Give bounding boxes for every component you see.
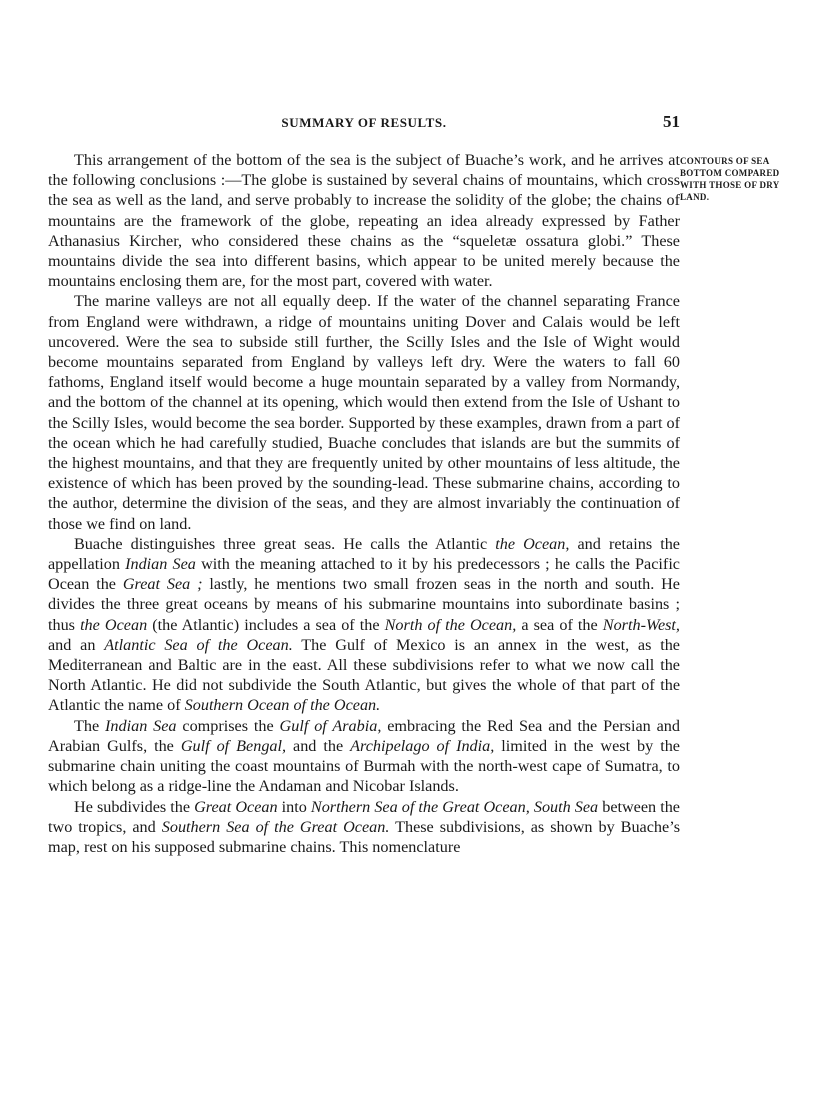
text-run: comprises the [176, 716, 280, 735]
page-number: 51 [663, 112, 680, 131]
paragraph [48, 291, 680, 533]
text-run: The [74, 716, 106, 735]
italic-text: the Ocean [80, 615, 148, 634]
text-run: This arrangement of the bottom of the sea is the subject of Buache’s work, and he arrives at the following conclusions :—The globe is sustained by several chains of mountains, which cross the sea as well as the land, and serve probably to increase the solidity of the globe; the chains of mountains are the framework of the globe, repeating an idea already expressed by Father Athanasius Kircher, who considered these chains as the “squeletæ ossatura globi.” These mountains divide the sea into different basins, which appear to be united merely because the mountains enclosing them are, for the most part, covered with water. [48, 151, 680, 291]
italic-text: Southern Sea of the Great Ocean. [161, 817, 390, 836]
italic-text: Atlantic Sea of the Ocean. [104, 635, 293, 654]
text-run: between the two tropics, and [48, 797, 680, 836]
text-run: and the [286, 736, 351, 755]
paragraph [48, 716, 680, 797]
text-run: Buache distinguishes three great seas. He calls the Atlantic [74, 534, 496, 553]
text-run: The Gulf of Mexico is an annex in the west, as the Mediterranean and Baltic are in the east. All these subdivisions refer to what we now call the North Atlantic. He did not subdivide the South Atlantic, but gives the whole of that part of the Atlantic the name of [48, 635, 680, 715]
margin-sidenote: CONTOURS OF SEA BOTTOM COMPARED WITH THOSE OF DRY LAND. [680, 156, 780, 202]
italic-text: Gulf of Bengal, [180, 736, 287, 755]
text-run: embracing the Red Sea and the Persian and Arabian Gulfs, the [48, 716, 680, 755]
text-run: limited in the west by the submarine chain uniting the coast mountains of Burmah with the north-west cape of Sumatra, to which belong as a ridge-line the Andaman and Nicobar Islands. [48, 736, 680, 796]
italic-text: the Ocean, [495, 534, 570, 553]
italic-text: North-West, [602, 615, 680, 634]
italic-text: Indian Sea [125, 555, 196, 574]
italic-text: North of the Ocean, [384, 615, 517, 634]
page-header [48, 112, 680, 137]
text-run: lastly, he mentions two small frozen seas in the north and south. He divides the three great oceans by means of his submarine mountains into subordinate basins ; thus [48, 575, 680, 634]
text-run: He subdivides the [74, 797, 195, 816]
italic-text: Archipelago of India, [350, 736, 495, 755]
paragraph [48, 150, 680, 291]
text-run: with the meaning attached to it by his predecessors ; he calls the Pacific Ocean the [48, 555, 680, 594]
italic-text: Northern Sea of the Great Ocean, [310, 797, 530, 816]
body-text [48, 150, 680, 857]
text-run: (the Atlantic) includes a sea of the [147, 615, 385, 634]
paragraph [48, 534, 680, 716]
text-run: into [277, 797, 311, 816]
paragraph [48, 797, 680, 858]
text-run: The marine valleys are not all equally deep. If the water of the channel separating France from England were withdrawn, a ridge of mountains uniting Dover and Calais would be left uncovered. Were the sea to subside still further, the Scilly Isles and the Isle of Wight would become mountains separated from England by valleys left dry. Were the waters to fall 60 fathoms, England itself would become a huge mountain separated by a valley from Normandy, and the bottom of the channel at its opening, which would then extend from the Isle of Ushant to the Scilly Isles, would become the sea border. Supported by these examples, drawn from a part of the ocean which he had carefully studied, Buache concludes that islands are but the summits of the highest mountains, and that they are frequently united by other mountains of less altitude, the existence of which has been proved by the sounding-lead. These submarine chains, according to the author, determine the division of the seas, and they are almost invariably the continuation of those we find on land. [48, 292, 680, 533]
italic-text: Indian Sea [105, 716, 177, 735]
italic-text: South Sea [533, 797, 599, 816]
italic-text: Great Sea ; [122, 575, 203, 594]
running-title: SUMMARY OF RESULTS. [281, 115, 447, 130]
text-run: These subdivisions, as shown by Buache’s map, rest on his supposed submarine chains. This nomenclature [48, 817, 680, 856]
italic-text: Great Ocean [194, 797, 278, 816]
text-run: and an [48, 635, 105, 654]
italic-text: Southern Ocean of the Ocean. [184, 696, 381, 715]
italic-text: Gulf of Arabia, [279, 716, 382, 735]
text-run: and retains the appellation [48, 534, 680, 574]
text-run: a sea of the [516, 615, 603, 634]
